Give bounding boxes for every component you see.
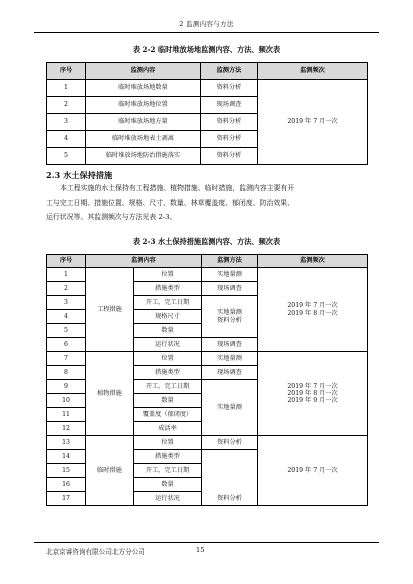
cell-no: 6 (47, 338, 86, 352)
cell-content: 临时堆放场地防治措施落实 (86, 148, 201, 165)
col-header-content: 监测内容 (86, 255, 202, 268)
cell-no: 1 (47, 268, 86, 282)
cell-item: 数量 (134, 394, 202, 408)
col-header-content: 监测内容 (86, 63, 201, 80)
cell-no: 17 (47, 492, 86, 506)
cell-frequency: 2019 年 7 月一次 2019 年 8 月一次 (258, 268, 368, 352)
col-header-no: 序号 (47, 255, 86, 268)
table-row (47, 352, 368, 366)
section-paragraph (46, 181, 371, 225)
cell-method: 资料分析 (202, 450, 258, 506)
cell-method: 现场调查 (202, 366, 258, 380)
page-number: 15 (196, 546, 205, 554)
table-2-3 (46, 254, 368, 506)
cell-content: 临时堆放场地位置 (86, 97, 201, 114)
cell-method: 资料分析 (201, 80, 258, 97)
col-header-method: 监测方法 (201, 63, 258, 80)
cell-no: 13 (47, 436, 86, 450)
cell-method: 现场调查 (201, 97, 258, 114)
cell-item: 运行状况 (134, 492, 202, 506)
cell-frequency: 2019 年 7 月一次 2019 年 8 月一次 2019 年 9 月一次 (258, 352, 368, 436)
cell-no: 3 (47, 114, 86, 131)
header-rule (34, 32, 379, 33)
cell-group-plant: 植物措施 (86, 352, 134, 436)
cell-item: 成活率 (134, 422, 202, 436)
cell-no: 8 (47, 366, 86, 380)
paragraph-line: 运行状况等。其监测频次与方法见表 2-3。 (46, 213, 177, 222)
table-row (47, 80, 368, 97)
col-header-method: 监测方法 (202, 255, 258, 268)
cell-method: 现场调查 (202, 282, 258, 296)
cell-method: 资料分析 (201, 148, 258, 165)
cell-item: 数量 (134, 478, 202, 492)
cell-method: 资料分析 (201, 131, 258, 148)
cell-item: 开工、完工日期 (134, 296, 202, 310)
cell-item: 数量 (134, 324, 202, 338)
cell-no: 12 (47, 422, 86, 436)
section-heading: 2.3 水土保持措施 (46, 170, 113, 180)
cell-method: 现场调查 (202, 338, 258, 352)
footer-rule (34, 542, 379, 543)
cell-item: 位置 (134, 352, 202, 366)
cell-no: 14 (47, 450, 86, 464)
table-2-3-caption: 表 2-3 水土保持措施监测内容、方法、频次表 (132, 237, 281, 246)
cell-no: 16 (47, 478, 86, 492)
table-row (47, 436, 368, 450)
cell-no: 2 (47, 97, 86, 114)
table-2-2 (46, 62, 368, 165)
cell-no: 3 (47, 296, 86, 310)
cell-content: 临时堆放场地数量 (86, 80, 201, 97)
table-row (47, 268, 368, 282)
cell-no: 9 (47, 380, 86, 394)
cell-no: 2 (47, 282, 86, 296)
cell-frequency: 2019 年 7 月一次 (258, 436, 368, 506)
cell-item: 开工、完工日期 (134, 464, 202, 478)
cell-item: 措施类型 (134, 366, 202, 380)
paragraph-line: 工与完工日期、措施位置、规格、尺寸、数量、林草覆盖度、郁闭度、防治效果、 (46, 198, 295, 207)
cell-method: 资料分析 (201, 114, 258, 131)
col-header-frequency: 监测频次 (258, 255, 368, 268)
cell-content: 临时堆放场地表土剥离 (86, 131, 201, 148)
cell-method: 实地量测 资料分析 (202, 296, 258, 338)
cell-no: 4 (47, 310, 86, 324)
col-header-no: 序号 (47, 63, 86, 80)
cell-group-temporary: 临时措施 (86, 436, 134, 506)
col-header-frequency: 监测频次 (258, 63, 368, 80)
cell-content: 临时堆放场地方量 (86, 114, 201, 131)
cell-item: 位置 (134, 436, 202, 450)
cell-item: 措施类型 (134, 450, 202, 464)
cell-item: 运行状况 (134, 338, 202, 352)
table-2-2-caption: 表 2-2 临时堆放场地监测内容、方法、频次表 (132, 45, 281, 54)
cell-item: 位置 (134, 268, 202, 282)
paragraph-line: 本工程实施的水土保持有工程措施、植物措施、临时措施，监测内容主要有开 (60, 184, 295, 192)
cell-method: 实地量测 (202, 268, 258, 282)
cell-item: 规格尺寸 (134, 310, 202, 324)
cell-no: 15 (47, 464, 86, 478)
cell-method: 实地量测 (202, 352, 258, 366)
footer-company: 北京京睿咨询有限公司北方分公司 (46, 548, 145, 556)
cell-no: 10 (47, 394, 86, 408)
cell-item: 措施类型 (134, 282, 202, 296)
cell-no: 1 (47, 80, 86, 97)
running-header: 2 监测内容与方法 (179, 20, 234, 28)
cell-method: 实地量测 (202, 380, 258, 436)
cell-no: 5 (47, 148, 86, 165)
cell-no: 7 (47, 352, 86, 366)
cell-item: 覆盖度（郁闭度） (134, 408, 202, 422)
cell-no: 5 (47, 324, 86, 338)
cell-item: 开工、完工日期 (134, 380, 202, 394)
cell-method: 资料分析 (202, 436, 258, 450)
cell-no: 4 (47, 131, 86, 148)
cell-no: 11 (47, 408, 86, 422)
cell-frequency: 2019 年 7 月一次 (258, 80, 368, 165)
cell-group-engineering: 工程措施 (86, 268, 134, 352)
